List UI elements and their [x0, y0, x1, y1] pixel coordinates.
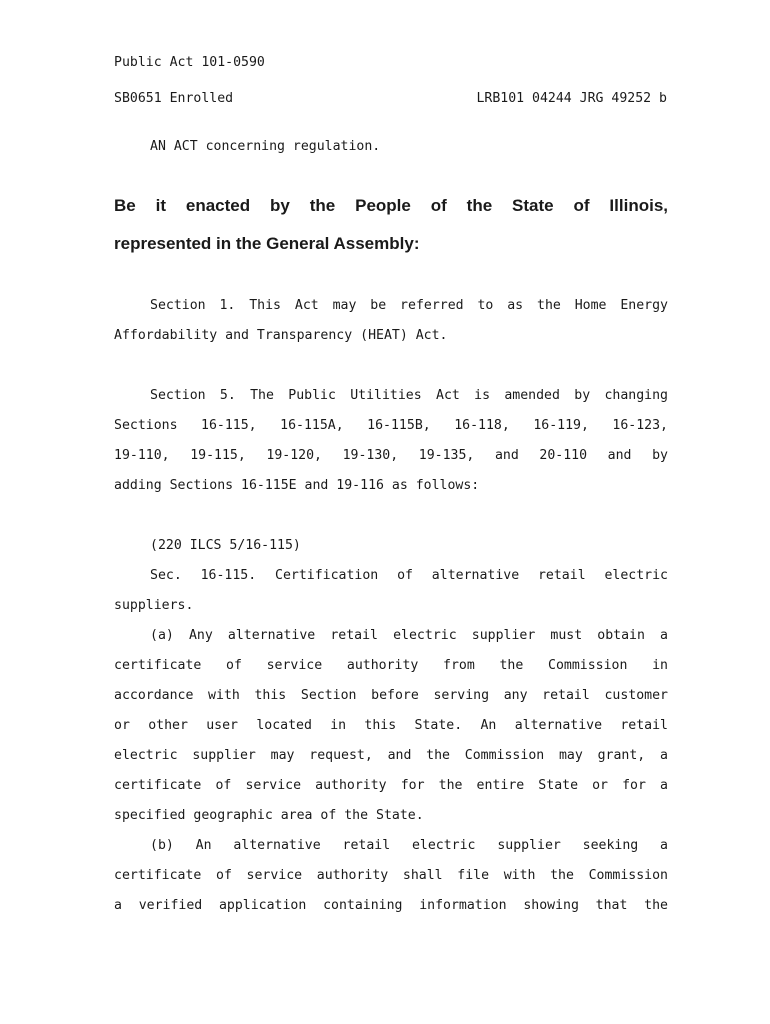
- section-5-line-1: Section 5. The Public Utilities Act is amended by changing: [150, 388, 668, 403]
- section-heading-line-1: Sec. 16-115. Certification of alternative retail electric: [150, 568, 668, 583]
- subsection-a-line-4: or other user located in this State. An alternative retail: [114, 718, 668, 733]
- section-5-line-4: adding Sections 16-115E and 19-116 as follows:: [114, 478, 480, 493]
- subsection-b-line-1: (b) An alternative retail electric supplier seeking a: [150, 838, 668, 853]
- section-5-line-3: 19-110, 19-115, 19-120, 19-130, 19-135, and 20-110 and by: [114, 448, 668, 463]
- subsection-a-line-3: accordance with this Section before serving any retail customer: [114, 688, 668, 703]
- act-title: AN ACT concerning regulation.: [150, 139, 381, 154]
- section-5-line-2: Sections 16-115, 16-115A, 16-115B, 16-118, 16-119, 16-123,: [114, 418, 668, 433]
- subsection-a-line-7: specified geographic area of the State.: [114, 808, 424, 823]
- subsection-a-line-1: (a) Any alternative retail electric supplier must obtain a: [150, 628, 668, 643]
- public-act-number: Public Act 101-0590: [114, 55, 265, 70]
- enacting-clause-line-1: Be it enacted by the People of the State of Illinois,: [114, 196, 668, 215]
- section-1-line-1: Section 1. This Act may be referred to as the Home Energy: [150, 298, 668, 313]
- lrb-number: LRB101 04244 JRG 49252 b: [476, 91, 667, 106]
- section-1-line-2: Affordability and Transparency (HEAT) Act.: [114, 328, 448, 343]
- enacting-clause-line-2: represented in the General Assembly:: [114, 234, 420, 253]
- subsection-b-line-2: certificate of service authority shall file with the Commission: [114, 868, 668, 883]
- ilcs-citation: (220 ILCS 5/16-115): [150, 538, 301, 553]
- subsection-a-line-5: electric supplier may request, and the Commission may grant, a: [114, 748, 668, 763]
- subsection-b-line-3: a verified application containing information showing that the: [114, 898, 668, 913]
- bill-number: SB0651 Enrolled: [114, 91, 234, 106]
- subsection-a-line-6: certificate of service authority for the entire State or for a: [114, 778, 668, 793]
- section-heading-line-2: suppliers.: [114, 598, 194, 613]
- subsection-a-line-2: certificate of service authority from the Commission in: [114, 658, 668, 673]
